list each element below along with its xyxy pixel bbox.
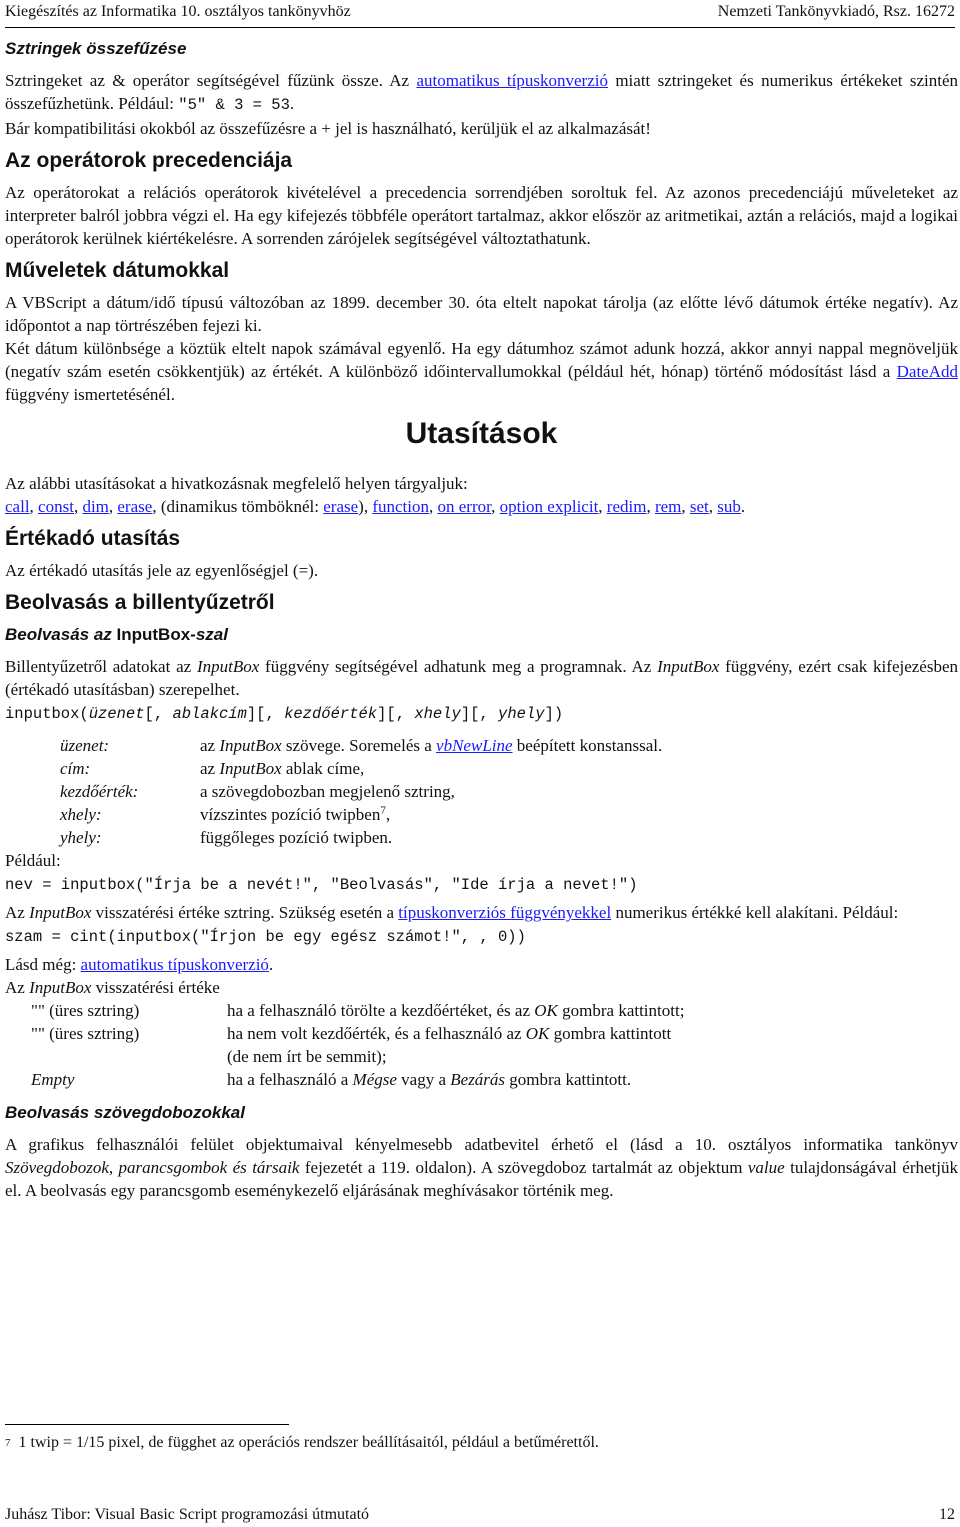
parameter-list	[5, 734, 958, 849]
text: InputBox	[219, 736, 282, 755]
text: üzenet	[88, 705, 145, 723]
text: fejezetét a 119. oldalon). A szövegdoboz tartalmát az objektum	[299, 1158, 748, 1177]
text: InputBox	[219, 759, 282, 778]
text: inputbox(	[5, 705, 89, 723]
return-value: Empty	[31, 1070, 75, 1089]
text: Lásd még:	[5, 955, 81, 974]
text: ablak címe,	[281, 759, 365, 778]
link-auto-type-conversion-2[interactable]: automatikus típuskonverzió	[80, 955, 269, 974]
link-function[interactable]: function	[372, 497, 429, 516]
code-syntax-inputbox	[5, 703, 958, 726]
page-header	[5, 0, 955, 28]
paragraph: Az értékadó utasítás jele az egyenlőségjel (=).	[5, 561, 319, 580]
link-dim[interactable]: dim	[82, 497, 109, 516]
text: az	[200, 759, 220, 778]
text: ,	[385, 805, 391, 824]
link-erase-dynamic[interactable]: erase	[323, 497, 359, 516]
return-row	[5, 1068, 958, 1091]
text: beépített konstanssal.	[512, 736, 663, 755]
text: yhely	[498, 705, 545, 723]
text: függvény segítségével adhatunk meg a programnak. Az	[259, 657, 658, 676]
text: miatt sztringeket és numerikus értékeket szintén összefűzhetünk. Például:	[5, 71, 958, 113]
text: tulajdonságával érhetjük el. A beolvasás egy parancsgomb eseménykezelő eljárásának meghívásakor történik meg.	[5, 1158, 958, 1200]
see-also	[5, 953, 958, 976]
return-value-list	[5, 999, 958, 1091]
text: InputBox	[29, 903, 92, 922]
parameter-name: kezdőérték:	[60, 782, 139, 801]
paragraph: Az alábbi utasításokat a hivatkozásnak megfelelő helyen tárgyaljuk:	[5, 474, 468, 493]
section-title-string-concat: Sztringek összefűzése	[5, 39, 187, 58]
link-set[interactable]: set	[689, 497, 709, 516]
text: visszatérési értéke sztring. Szükség esetén a	[91, 903, 399, 922]
parameter-name: yhely:	[60, 828, 102, 847]
footnote-text: 1 twip = 1/15 pixel, de függhet az operációs rendszer beállításaitól, például a betűmérettől.	[18, 1434, 599, 1451]
parameter-row	[5, 780, 958, 803]
text: Beolvasás az	[5, 625, 117, 644]
text: (dinamikus tömböknél:	[156, 497, 324, 516]
text: Két dátum különbsége a köztük eltelt napok számával egyenlő. Ha egy dátumhoz számot adunk hozzá, akkor annyi nappal megnöveljük (negatív szám esetén csökkentjük) az értékét. A különböző időintervallumokkal (például hét, hónap) történő módosítást lásd a	[5, 339, 958, 381]
text: függvény, ezért csak kifejezésben (értékadó utasításban) szerepelhet.	[5, 657, 959, 699]
footnote-number: 7	[5, 1437, 11, 1449]
text: ][,	[246, 705, 285, 723]
statement-links: call, const, dim, erase, (dinamikus tömböknél: erase), function, on error, option explicit, redim, rem, set, sub.	[5, 497, 746, 516]
subsection-title-textboxes: Beolvasás szövegdobozokkal	[5, 1103, 245, 1122]
footer-left: Juhász Tibor: Visual Basic Script programozási útmutató	[5, 1506, 370, 1523]
link-sub[interactable]: sub	[717, 497, 741, 516]
code-example-inputbox: nev = inputbox("Írja be a nevét!", "Beolvasás", "Ide írja a nevet!")	[5, 876, 638, 894]
code-example-cint: szam = cint(inputbox("Írjon be egy egész számot!", , 0))	[5, 928, 526, 946]
text: kezdőérték	[284, 705, 378, 723]
text: Billentyűzetről adatokat az	[5, 657, 197, 676]
paragraph: Az operátorokat a relációs operátorok kivételével a precedencia sorrendjében soroltuk fel. Az azonos precedenciájú műveleteket az interpreter balról jobbra végzi el. Ha egy kifejezés többféle operátort tartalmaz, akkor először az aritmetikai, aztán a relációs, majd a logikai operátorok kerülnek kiértékelésre. A sorrenden zárójelek segítségével változtathatunk.	[5, 183, 958, 248]
text: -szal	[190, 625, 228, 644]
text: xhely	[414, 705, 461, 723]
text: ha a felhasználó törölte a kezdőértéket, és az	[227, 1001, 535, 1020]
footnote	[5, 1432, 599, 1454]
return-row	[5, 1022, 958, 1045]
text: InputBox	[196, 657, 260, 676]
text: InputBox	[29, 978, 92, 997]
text: gombra kattintott.	[505, 1070, 632, 1089]
section-title-dates: Műveletek dátumokkal	[5, 259, 230, 282]
text: A grafikus felhasználói felület objektumaival kényelmesebb adatbevitel érhető el (lásd a 10. osztályos informatika tankönyv	[5, 1135, 958, 1154]
text: .	[740, 497, 746, 516]
header-left: Kiegészítés az Informatika 10. osztályos tankönyvhöz	[5, 3, 351, 20]
text: szövege. Soremelés a	[281, 736, 437, 755]
inline-code: "5" & 3 = 53	[178, 96, 290, 114]
paragraph	[5, 901, 958, 924]
paragraph	[5, 1133, 958, 1202]
footnote-divider	[5, 1424, 289, 1425]
text: ][,	[377, 705, 415, 723]
link-option-explicit[interactable]: option explicit	[499, 497, 599, 516]
parameter-name: cím:	[60, 759, 91, 778]
subsection-title-inputbox	[5, 623, 958, 647]
text: .	[289, 94, 295, 113]
section-title-keyboard-input: Beolvasás a billentyűzetről	[5, 591, 275, 614]
page-content	[5, 37, 958, 1202]
text: Az	[5, 903, 30, 922]
parameter-row	[5, 757, 958, 780]
text: [,	[144, 705, 173, 723]
text: Bezárás	[450, 1070, 506, 1089]
text: numerikus értékké kell alakítani. Például:	[611, 903, 899, 922]
link-vbnewline[interactable]: vbNewLine	[436, 736, 513, 755]
text: vízszintes pozíció twipben	[200, 805, 381, 824]
page-number: 12	[939, 1506, 955, 1523]
chapter-title-statements: Utasítások	[405, 417, 558, 450]
text: Mégse	[352, 1070, 397, 1089]
parameter-desc	[200, 734, 958, 757]
link-erase[interactable]: erase	[117, 497, 153, 516]
return-value: "" (üres sztring)	[31, 1024, 140, 1043]
text: vagy a	[396, 1070, 451, 1089]
parameter-desc: függőleges pozíció twipben.	[200, 828, 393, 847]
link-dateadd[interactable]: DateAdd	[896, 362, 958, 381]
text: InputBox	[116, 625, 191, 644]
text: .	[268, 955, 274, 974]
parameter-desc	[200, 803, 958, 826]
return-value: "" (üres sztring)	[31, 1001, 140, 1020]
section-title-precedence: Az operátorok precedenciája	[5, 149, 293, 172]
link-auto-type-conversion[interactable]: automatikus típuskonverzió	[416, 71, 608, 90]
parameter-name: üzenet:	[60, 736, 110, 755]
link-rem[interactable]: rem	[654, 497, 682, 516]
parameter-desc: a szövegdobozban megjelenő sztring,	[200, 782, 455, 801]
return-row	[5, 999, 958, 1022]
link-call[interactable]: call	[5, 497, 30, 516]
text: ha nem volt kezdőérték, és a felhasználó az	[227, 1024, 526, 1043]
text: Szövegdobozok, parancsgombok és társaik	[5, 1158, 300, 1177]
paragraph: Bár kompatibilitási okokból az összefűzésre a + jel is használható, kerüljük el az alkalmazását!	[5, 119, 651, 138]
parameter-row	[5, 734, 958, 757]
text: value	[747, 1158, 785, 1177]
text: OK	[534, 1001, 558, 1020]
parameter-name: xhely:	[60, 805, 102, 824]
text: ])	[544, 705, 564, 723]
text: Az	[5, 978, 30, 997]
paragraph: A VBScript a dátum/idő típusú változóban az 1899. december 30. óta eltelt napokat tárolja (az előtte lévő dátumok értéke negatív). Az időpontot a nap törtrészében fejezi ki.	[5, 293, 958, 335]
parameter-row	[5, 803, 958, 826]
return-desc	[227, 1022, 958, 1045]
text: InputBox	[657, 657, 720, 676]
page-footer	[5, 1504, 955, 1526]
paragraph	[5, 655, 958, 701]
paragraph	[5, 976, 958, 999]
text: ),	[358, 497, 369, 516]
return-row	[5, 1045, 958, 1068]
example-label: Például:	[5, 851, 61, 870]
link-redim[interactable]: redim	[606, 497, 647, 516]
text: OK	[525, 1024, 550, 1043]
text: gombra kattintott;	[557, 1001, 685, 1020]
footnote-ref[interactable]: 7	[380, 804, 386, 817]
text: ablakcím	[172, 705, 247, 723]
return-value	[5, 1045, 227, 1068]
header-right: Nemzeti Tankönyvkiadó, Rsz. 16272	[717, 3, 955, 20]
return-desc	[227, 999, 958, 1022]
text: gombra kattintott	[549, 1024, 672, 1043]
text: ha a felhasználó a	[227, 1070, 353, 1089]
return-desc	[227, 1068, 958, 1091]
text: Sztringeket az & operátor segítségével fűzünk össze. Az	[5, 71, 417, 90]
link-on-error[interactable]: on error	[437, 497, 492, 516]
paragraph	[5, 337, 958, 406]
link-const[interactable]: const	[38, 497, 74, 516]
parameter-row	[5, 826, 958, 849]
link-type-conversion-functions[interactable]: típuskonverziós függvényekkel	[398, 903, 612, 922]
parameter-desc	[200, 757, 958, 780]
text: az	[200, 736, 220, 755]
return-desc: (de nem írt be semmit);	[227, 1047, 387, 1066]
text: visszatérési értéke	[91, 978, 220, 997]
text: ][,	[460, 705, 499, 723]
text: függvény ismertetésénél.	[5, 385, 175, 404]
section-title-assignment: Értékadó utasítás	[5, 527, 181, 550]
paragraph	[5, 69, 958, 117]
